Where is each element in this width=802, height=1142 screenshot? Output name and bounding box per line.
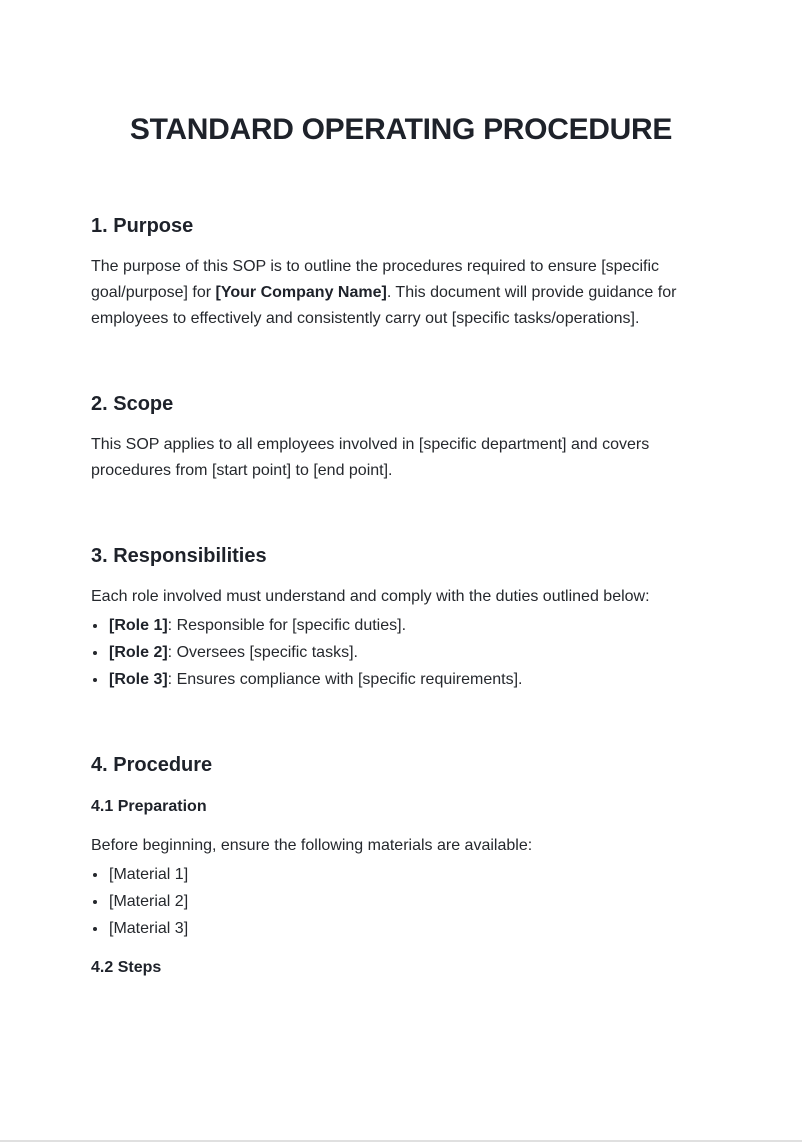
- purpose-paragraph: [91, 254, 711, 332]
- role-text: : Oversees [specific tasks].: [167, 644, 358, 661]
- steps-subheading: 4.2 Steps: [91, 959, 162, 976]
- list-item: [108, 666, 711, 693]
- responsibilities-heading: 3. Responsibilities: [91, 545, 267, 567]
- company-name-placeholder: [Your Company Name]: [215, 284, 387, 301]
- role-text: : Responsible for [specific duties].: [167, 617, 407, 634]
- list-item: • [Material 1]: [108, 861, 711, 888]
- section-scope: [91, 392, 711, 484]
- purpose-text-post: . This document will provide guidance for employees to effectively and consistently carry out [specific tasks/operations].: [91, 284, 677, 327]
- list-item: • [Material 3]: [108, 915, 711, 942]
- materials-list: [91, 861, 711, 942]
- procedure-heading: 4. Procedure: [91, 754, 213, 776]
- purpose-text-pre: The purpose of this SOP is to outline the procedures required to ensure [specific goal/purpose] for: [91, 258, 660, 301]
- responsibilities-intro: Each role involved must understand and comply with the duties outlined below:: [91, 588, 650, 605]
- document-title: STANDARD OPERATING PROCEDURE: [129, 113, 673, 146]
- role-text: : Ensures compliance with [specific requirements].: [167, 671, 523, 688]
- list-item: [108, 612, 711, 639]
- preparation-intro: Before beginning, ensure the following materials are available:: [91, 837, 533, 854]
- scope-paragraph: This SOP applies to all employees involved in [specific department] and covers procedures from [start point] to [end point].: [91, 436, 650, 479]
- role-label: [Role 1]: [109, 617, 168, 634]
- section-purpose: [91, 214, 711, 332]
- section-procedure: [91, 753, 711, 978]
- role-label: [Role 3]: [109, 671, 168, 688]
- preparation-subheading: 4.1 Preparation: [91, 798, 207, 815]
- section-responsibilities: [91, 544, 711, 693]
- role-label: [Role 2]: [109, 644, 168, 661]
- purpose-heading: 1. Purpose: [91, 215, 194, 237]
- list-item: [108, 639, 711, 666]
- scope-heading: 2. Scope: [91, 393, 174, 415]
- roles-list: [91, 612, 711, 693]
- list-item: • [Material 2]: [108, 888, 711, 915]
